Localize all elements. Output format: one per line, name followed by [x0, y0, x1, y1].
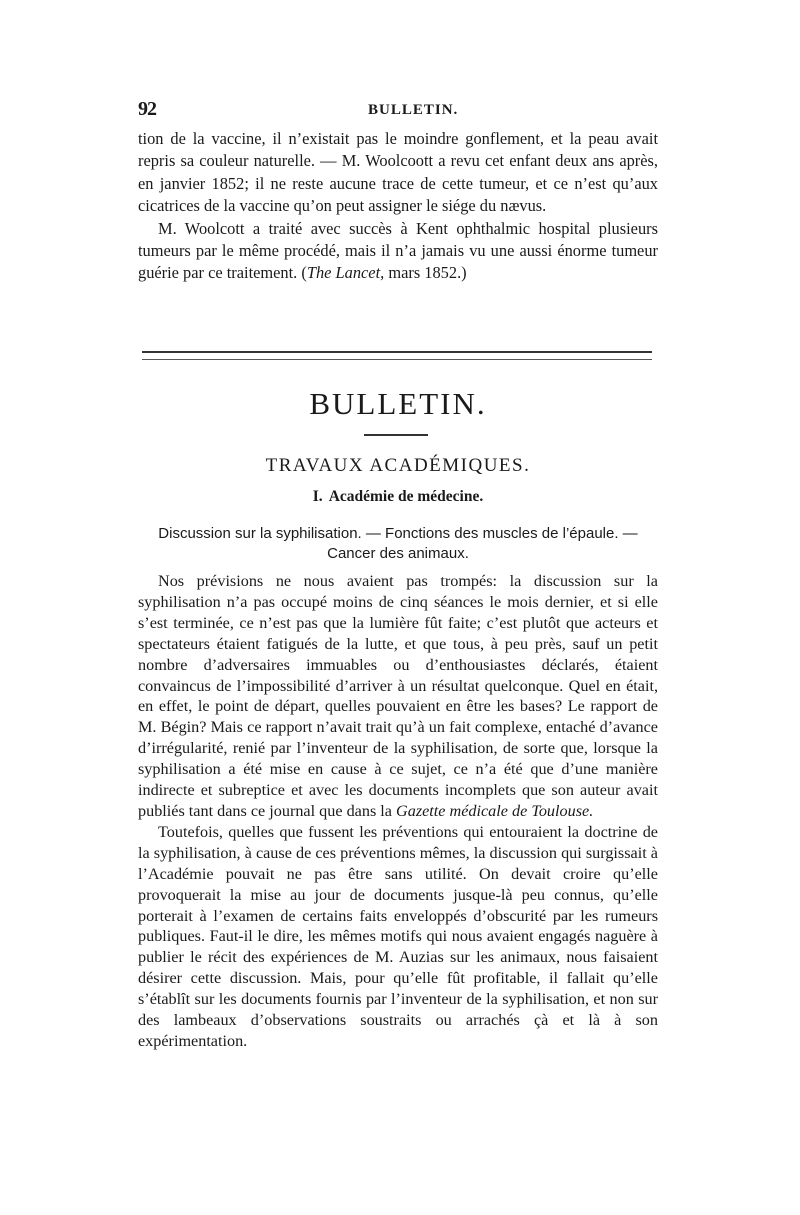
section-heading: TRAVAUX ACADÉMIQUES.	[265, 455, 531, 476]
running-head	[138, 98, 658, 122]
paragraph	[138, 571, 658, 822]
continued-text-block	[138, 128, 658, 285]
topics-summary: Discussion sur la syphilisation. — Fonctions des muscles de l’épaule. — Cancer des animaux.	[158, 525, 638, 562]
paragraph: tion de la vaccine, il n’existait pas le moindre gonflement, et la peau avait repris sa couleur naturelle. — M. Woolcoott a revu cet enfant deux ans après, en janvier 1852; il ne reste aucune trace de cette tumeur, et ce n’est qu’aux cicatrices de la vaccine qu’on peut assigner le siége du nævus.	[138, 129, 658, 216]
page-number: 92	[138, 98, 156, 120]
paragraph-text: Nos prévisions ne nous avaient pas trompés: la discussion sur la syphilisation n’a pas occupé moins de cinq séances le mois dernier, et si elle s’est terminée, ce n’est pas que la lumière fût faite; c’est plutôt que acteurs et spectateurs étaient fatigués de la lutte, et que tous, à peu près, sauf un petit nombre d’adversaires immuables ou d’enthousiastes déclarés, étaient convaincus de l’impossibilité d’arriver à un résultat quelconque. Quel en était, en effet, le point de départ, quelles pouvaient en être les bases? Le rapport de M. Bégin? Mais ce rapport n’avait trait qu’à un fait complexe, entaché d’avance d’irrégularité, renié par l’inventeur de la syphilisation, de sorte que, lorsque la syphilisation a été mise en cause à ce sujet, ce n’a été que d’une manière indirecte et subreptice et avec les documents incomplets que son auteur avait publiés tant dans ce journal que dans la	[138, 572, 658, 820]
paragraph-text: M. Woolcott a traité avec succès à Kent ophthalmic hospital plusieurs tumeurs par le même procédé, mais il n’a jamais vu une aussi énorme tumeur guérie par ce traitement. (	[138, 218, 658, 283]
running-title: BULLETIN.	[368, 102, 459, 118]
paragraph-text: mars 1852.)	[384, 263, 467, 283]
heading-rule	[364, 434, 428, 436]
article-body	[138, 571, 658, 1052]
subsection-number: I.	[312, 488, 323, 505]
subsection-heading	[138, 488, 658, 506]
paragraph: Toutefois, quelles que fussent les préventions qui entouraient la doctrine de la syphilisation, à cause de ces préventions mêmes, la discussion qui surgissait à l’Académie pouvait ne pas être sans utilité. On devait croire qu’elle provoquerait la mise au jour de documents jusque-là peu connus, qu’elle porterait à l’examen de certains faits enveloppés d’obscurité par les rumeurs publiques. Faut-il le dire, les mêmes motifs qui nous avaient engagés naguère à publier le récit des expériences de M. Auzias sur les animaux, nous faisaient désirer cette discussion. Mais, pour qu’elle fût profitable, il fallait qu’elle s’établît sur les documents fournis par l’inventeur de la syphilisation, et non sur des lambeaux d’observations soustraits ou arrachés çà et là à son expérimentation.	[138, 822, 658, 1050]
journal-citation: Gazette médicale de Toulouse.	[396, 801, 594, 820]
journal-citation: The Lancet,	[306, 263, 385, 283]
bulletin-heading: BULLETIN.	[309, 386, 487, 421]
section-divider	[142, 351, 652, 360]
paragraph	[138, 218, 658, 285]
subsection-title: Académie de médecine.	[328, 488, 484, 505]
